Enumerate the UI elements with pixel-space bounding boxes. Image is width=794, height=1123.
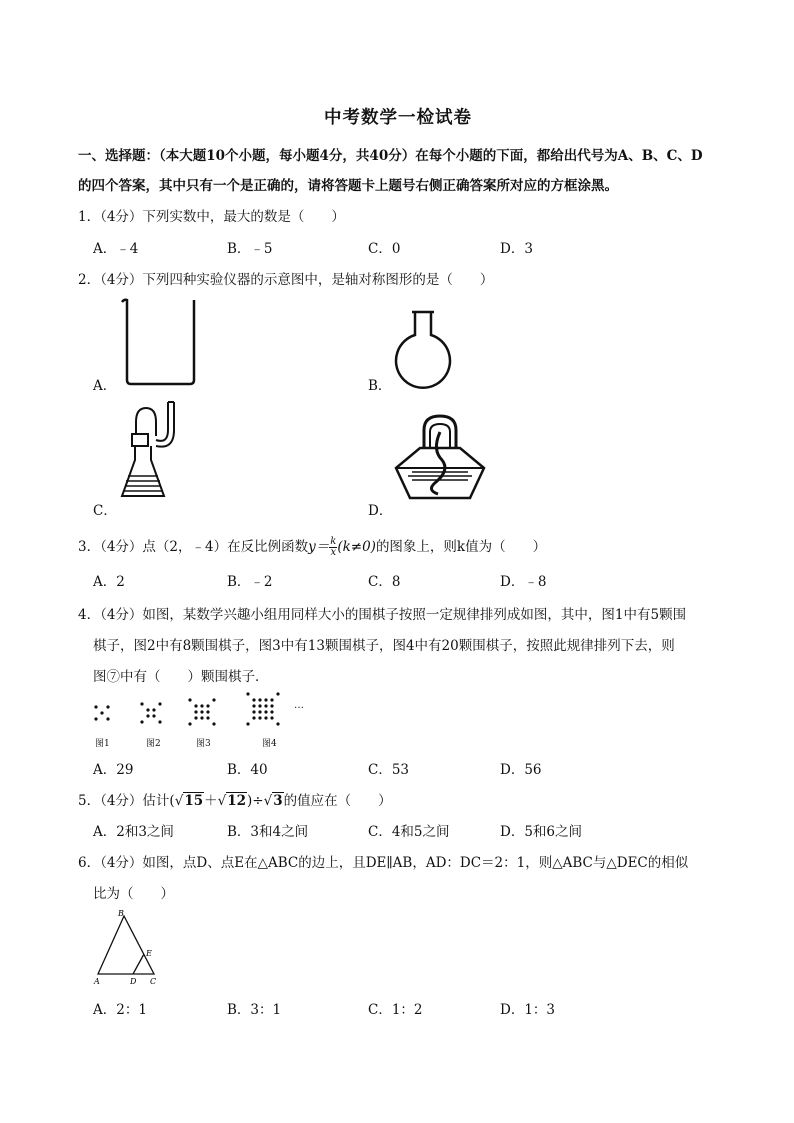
q4-caption-4: 图4 [262,739,277,749]
q3-frac-num: k [330,536,337,547]
sqrt-sign-icon: √ [217,793,227,809]
q4-option-a[interactable]: A．29 [93,762,134,778]
q2-option-b[interactable]: B． [368,378,392,394]
q5-option-b[interactable]: B．3和4之间 [227,824,309,840]
q5-radicand-2: 12 [227,793,247,809]
q4-option-d[interactable]: D．56 [500,762,542,778]
q4-stem-line3: 图⑦中有（ ）颗围棋子． [93,669,269,685]
q2-option-c[interactable]: C． [93,503,117,519]
pattern-2 [140,702,161,723]
q6-stem-line2: 比为（ ） [93,886,174,902]
q5-plus: ＋ [204,793,218,809]
label-a: A [94,977,100,986]
q4-option-c[interactable]: C．53 [368,762,410,778]
q4-stem-line2: 棋子，图2中有8颗围棋子，图3中有13颗围棋子，图4中有20颗围棋子，按照此规律排列下去，则 [93,638,675,654]
q1-option-c[interactable]: C．0 [368,241,401,257]
q6-option-d[interactable]: D．1：3 [500,1002,556,1018]
label-e: E [146,949,152,958]
q5-radicand-3: 3 [273,793,283,809]
q3-func-lhs: y＝ [308,539,330,555]
alcohol-lamp-figure [392,410,488,502]
section-instructions-line1: 一、选择题：（本大题10个小题，每小题4分，共40分）在每个小题的下面，都给出代号为A、B、C、D [78,148,703,164]
erlenmeyer-flask-figure [118,400,188,500]
q5-prefix: 5．（4分）估计( [78,793,175,809]
q1-option-a[interactable]: A．﹣4 [93,241,139,257]
q5-suffix: 的值应在（ ） [283,793,392,809]
q3-stem-suffix: 的图象上，则k值为（ ） [375,539,547,555]
page-title: 中考数学一检试卷 [324,108,472,128]
triangle-figure [90,906,170,988]
q6-option-c[interactable]: C．1：2 [368,1002,423,1018]
label-c: C [150,977,157,986]
q5-option-d[interactable]: D．5和6之间 [500,824,583,840]
q3-option-d[interactable]: D．﹣8 [500,574,547,590]
q5-div: )÷ [247,793,264,809]
q5-stem [78,789,392,809]
sqrt-sign-icon: √ [174,793,184,809]
label-b: B [118,909,124,918]
q3-frac-den: x [330,547,337,558]
beaker-figure [118,296,198,386]
q3-stem-prefix: 3．（4分）点（2，﹣4）在反比例函数 [78,539,309,555]
q5-option-a[interactable]: A．2和3之间 [93,824,174,840]
q4-ellipsis: … [294,700,304,711]
q4-caption-2: 图2 [146,739,161,749]
q2-option-a[interactable]: A． [93,378,117,394]
sqrt-sign-icon: √ [263,793,273,809]
q2-option-d[interactable]: D． [368,503,393,519]
round-flask-figure [388,310,458,386]
q1-option-d[interactable]: D．3 [500,241,533,257]
pattern-3 [188,698,215,725]
pattern-1 [94,705,109,720]
q3-option-a[interactable]: A．2 [93,574,125,590]
section-instructions-line2: 的四个答案，其中只有一个是正确的，请将答题卡上题号右侧正确答案所对应的方框涂黑。 [78,178,618,194]
q5-option-c[interactable]: C．4和5之间 [368,824,450,840]
q2-stem: 2．（4分）下列四种实验仪器的示意图中，是轴对称图形的是（ ） [78,272,494,288]
q6-stem-line1: 6．（4分）如图，点D、点E在△ABC的边上，且DE∥AB，AD：DC＝2：1，则△ABC与△DEC的相似 [78,855,689,871]
q3-option-c[interactable]: C．8 [368,574,401,590]
q4-stem-line1: 4．（4分）如图，某数学兴趣小组用同样大小的围棋子按照一定规律排列成如图，其中，图1中有5颗围 [78,607,687,623]
q1-stem: 1．（4分）下列实数中，最大的数是（ ） [78,209,345,225]
q1-option-b[interactable]: B．﹣5 [227,241,273,257]
q3-stem [78,535,546,558]
q4-option-b[interactable]: B．40 [227,762,268,778]
q4-caption-1: 图1 [95,739,110,749]
q6-option-a[interactable]: A．2：1 [93,1002,147,1018]
q5-radicand-1: 15 [184,793,204,809]
q3-func-cond: (k≠0) [337,539,376,555]
q6-option-b[interactable]: B．3：1 [227,1002,282,1018]
label-d: D [130,977,137,986]
q3-option-b[interactable]: B．﹣2 [227,574,273,590]
q4-caption-3: 图3 [196,739,211,749]
pattern-4 [246,692,279,725]
